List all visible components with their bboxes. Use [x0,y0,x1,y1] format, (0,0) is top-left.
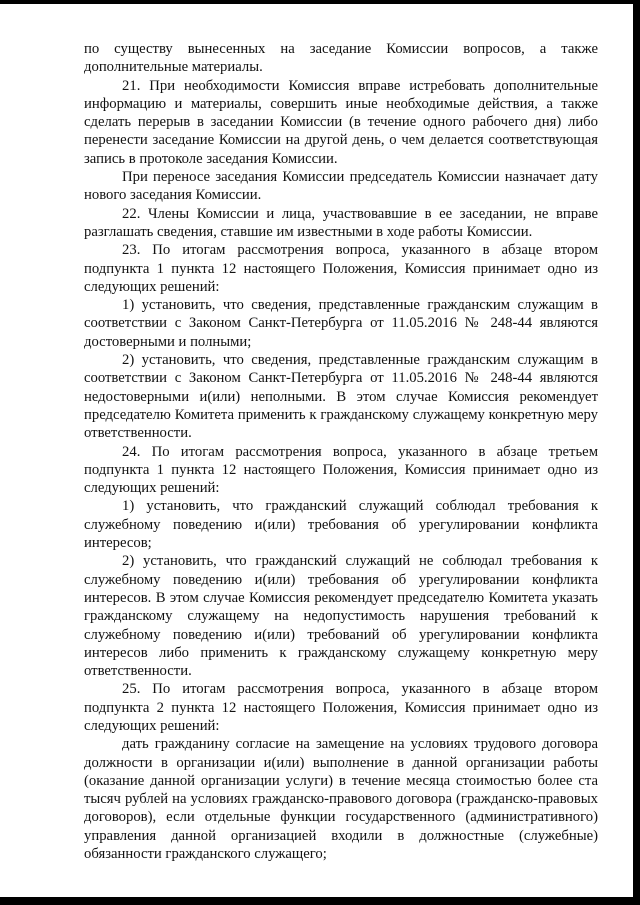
paragraph-24-item-1: 1) установить, что гражданский служащий соблюдал требования к служебному поведению и(или) требования об урегулировании конфликта интересов; [84,498,598,552]
scan-edge-bottom [0,897,640,905]
paragraph-23: 23. По итогам рассмотрения вопроса, указанного в абзаце втором подпункта 1 пункта 12 настоящего Положения, Комиссия принимает одно из следующих решений: [84,242,598,295]
scan-edge-right [633,0,640,905]
paragraph-25: 25. По итогам рассмотрения вопроса, указанного в абзаце втором подпункта 2 пункта 12 настоящего Положения, Комиссия принимает одно из следующих решений: [84,681,598,734]
paragraph-24: 24. По итогам рассмотрения вопроса, указанного в абзаце третьем подпункта 1 пункта 12 настоящего Положения, Комиссия принимает одно из следующих решений: [84,443,598,497]
paragraph-21: 21. При необходимости Комиссия вправе истребовать дополнительные информацию и материалы, совершить иные необходимые действия, а также сделать перерыв в заседании Комиссии (в течение одного рабочего дня) либо перенести заседание Комиссии на другой день, о чем делается соответствующая запись в протоколе заседания Комиссии. [84,77,598,167]
paragraph-23-item-2: 2) установить, что сведения, представленные гражданским служащим в соответствии с Законом Санкт-Петербурга от 11.05.2016 № 248-44 являются недостоверными и(или) неполными. В этом случае Комиссия рекомендует председателю Комитета применить к гражданскому служащему конкретную меру ответственности. [84,352,598,442]
paragraph-24-item-2: 2) установить, что гражданский служащий не соблюдал требования к служебному поведению и(или) требования об урегулировании конфликта интересов. В этом случае Комиссия рекомендует председателю Комитета указать гражданскому служащему на недопустимость нарушения требований к служебному поведению и(или) требований об урегулировании конфликта интересов либо применить к гражданскому служащему конкретную меру ответственности. [84,553,598,680]
scan-edge-top [0,0,640,4]
paragraph-25-item-1: дать гражданину согласие на замещение на условиях трудового договора должности в организации и(или) выполнение в данной организации работы (оказание данной организации услуги) в течение месяца стоимостью более ста тысяч рублей на условиях гражданско-правового договора (гражданско-правовых договоров), если отдельные функции государственного (административного) управления данной организацией входили в должностные (служебные) обязанности гражданского служащего; [84,736,598,863]
paragraph-continuation: по существу вынесенных на заседание Комиссии вопросов, а также дополнительные материалы. [84,41,598,76]
document-page [84,40,598,863]
paragraph-21-postpone: При переносе заседания Комиссии председатель Комиссии назначает дату нового заседания Комиссии. [84,169,598,204]
paragraph-22: 22. Члены Комиссии и лица, участвовавшие в ее заседании, не вправе разглашать сведения, ставшие им известными в ходе работы Комиссии. [84,205,598,240]
paragraph-23-item-1: 1) установить, что сведения, представленные гражданским служащим в соответствии с Законом Санкт-Петербурга от 11.05.2016 № 248-44 являются достоверными и полными; [84,297,598,350]
